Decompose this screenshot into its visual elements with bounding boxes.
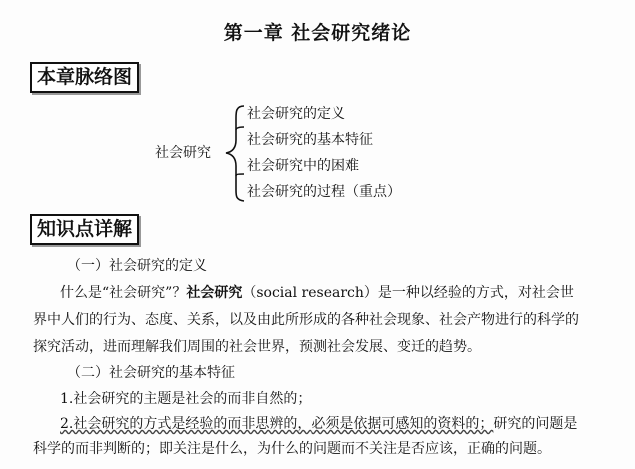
feature-item-2 — [60, 414, 577, 434]
definition-line1-rest: （social research）是一种以经验的方式，对社会世 — [242, 285, 574, 301]
mindmap-branch-difficulties: 社会研究中的困难 — [247, 158, 359, 174]
definition-question: 什么是“社会研究”？ — [60, 285, 187, 301]
feature-item-2-part-b: 必须是依据可感知的资料的； — [311, 416, 494, 432]
definition-paragraph-line-2: 界中人们的行为、态度、关系，以及由此所形成的各种社会现象、社会产物进行的科学的 — [33, 312, 579, 328]
feature-item-1: 1.社会研究的主题是社会的而非自然的； — [60, 391, 312, 407]
mindmap-root-label: 社会研究 — [155, 145, 211, 161]
definition-paragraph-line-3: 探究活动，进而理解我们周围的社会世界，预测社会发展、变迁的趋势。 — [33, 339, 481, 355]
feature-item-2-part-a: 2.社会研究的方式是经验的而非思辨的， — [60, 416, 312, 432]
definition-term: 社会研究 — [186, 285, 243, 301]
subheading-definition: （一）社会研究的定义 — [67, 258, 207, 274]
subheading-features: （二）社会研究的基本特征 — [67, 365, 235, 381]
mindmap-branch-process: 社会研究的过程（重点） — [247, 184, 401, 200]
section-detail-heading: 知识点详解 — [30, 214, 139, 245]
feature-item-2-part-c: 研究的问题是 — [493, 416, 578, 432]
feature-item-2-continued: 科学的而非判断的；即关注是什么，为什么的问题而不关注是否应该，正确的问题。 — [33, 441, 551, 457]
mindmap-branch-features: 社会研究的基本特征 — [247, 132, 373, 148]
chapter-title: 第一章 社会研究绪论 — [223, 22, 412, 44]
mindmap-branch-definition: 社会研究的定义 — [247, 106, 345, 122]
section-outline-heading: 本章脉络图 — [30, 62, 139, 93]
definition-paragraph-line-1 — [60, 283, 574, 303]
